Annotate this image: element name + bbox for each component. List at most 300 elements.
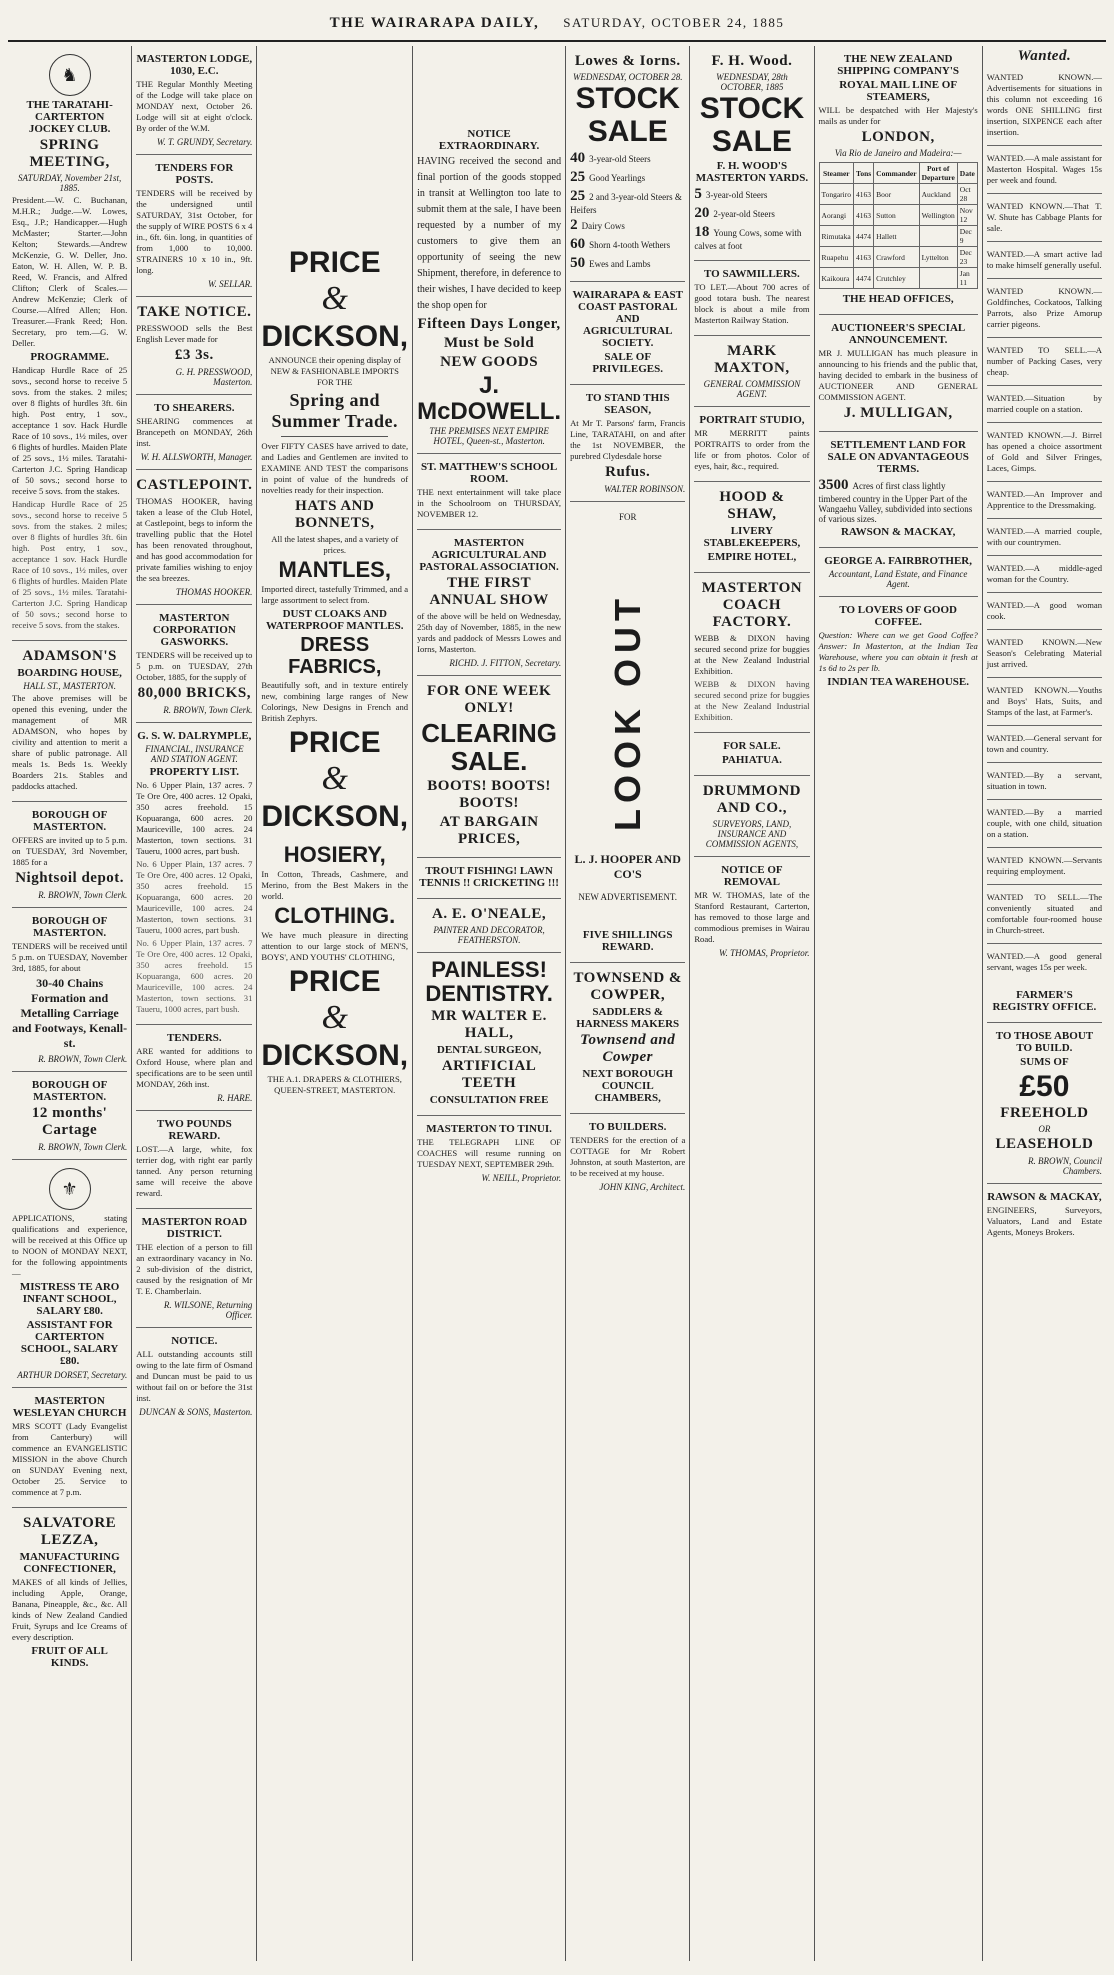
rufus-sig: WALTER ROBINSON. xyxy=(604,484,686,494)
wanted-item: WANTED TO SELL.—A number of Packing Cases, very cheap. xyxy=(987,340,1102,386)
borough-nightsoil-ad xyxy=(12,802,127,908)
head-office: THE HEAD OFFICES, xyxy=(842,293,954,305)
stock-count: 50 xyxy=(570,255,586,271)
removal-title: NOTICE OF REMOVAL xyxy=(721,864,783,888)
ag-sig: RICHD. J. FITTON, Secretary. xyxy=(449,657,562,668)
tinui-ad xyxy=(417,1116,561,1190)
masthead-date: SATURDAY, OCTOBER 24, 1885 xyxy=(563,15,785,30)
column-3 xyxy=(257,46,413,1961)
portrait-title: PORTRAIT STUDIO, xyxy=(699,414,805,426)
take-notice: TAKE NOTICE. xyxy=(137,304,252,320)
maxton-sub: GENERAL COMMISSION AGENT. xyxy=(703,379,801,399)
rufus-name: Rufus. xyxy=(605,464,651,480)
coach-body: WEBB & DIXON having secured second prize for buggies at the New Zealand Industrial Exhibition. xyxy=(694,633,810,676)
castlepoint-title: CASTLEPOINT. xyxy=(136,477,253,493)
masthead xyxy=(8,6,1106,42)
dickson-heading-1: DICKSON, xyxy=(261,319,409,353)
tenders2-sig: R. HARE. xyxy=(217,1093,253,1103)
borough-cartage-ad xyxy=(12,1072,127,1160)
board-sig: R. WILSONE, Returning Officer. xyxy=(163,1300,253,1320)
table-row xyxy=(819,184,977,205)
price-heading-1: PRICE xyxy=(288,246,381,279)
rufus-ad xyxy=(570,385,685,502)
tenders2-body: ARE wanted for additions to Oxford House, where plan and specifications are to be seen until MONDAY, 26th inst. xyxy=(136,1046,253,1089)
ag-show: THE FIRST ANNUAL SHOW xyxy=(429,574,549,608)
mantles-heading: MANTLES, xyxy=(278,556,391,582)
pressw-sig: G. H. PRESSWOOD, Masterton. xyxy=(175,367,253,387)
builders-body: TENDERS for the erection of a COTTAGE for Mr Robert Johnston, at south Masterton, are to be received at my house. xyxy=(570,1135,686,1178)
leasehold: LEASEHOLD xyxy=(995,1136,1094,1152)
clearing-sale-ad xyxy=(417,676,561,858)
shipping-sub: ROYAL MAIL LINE OF STEAMERS, xyxy=(839,79,958,103)
builders-sig: JOHN KING, Architect. xyxy=(599,1182,686,1192)
stock-count: 5 xyxy=(694,186,702,202)
st-matthews-ad xyxy=(417,454,561,530)
townsend-next: NEXT BOROUGH COUNCIL CHAMBERS, xyxy=(582,1068,673,1104)
spring-date: SATURDAY, November 21st, 1885. xyxy=(17,173,122,193)
painless-heading: PAINLESS! DENTISTRY. xyxy=(425,956,553,1007)
hood-shaw-ad xyxy=(694,482,809,573)
sawmill-body: TO LET.—About 700 acres of good totara bush. The nearest block is about a mile from Masterton Railway Station. xyxy=(694,282,810,325)
wanted-heading: Wanted. xyxy=(1017,48,1072,64)
shipping-table xyxy=(819,162,978,289)
wanted-item: WANTED.—By a servant, situation in town. xyxy=(987,765,1102,800)
table-cell: Crawford xyxy=(874,247,919,268)
table-cell: 4163 xyxy=(854,247,874,268)
oneale-ad xyxy=(417,899,561,953)
price-heading-2: PRICE xyxy=(288,725,381,759)
tinui-sig: W. NEILL, Proprietor. xyxy=(481,1173,562,1184)
table-row xyxy=(819,268,977,289)
jockey-title: THE TARATAHI-CARTERTON JOCKEY CLUB. xyxy=(26,99,113,135)
hall-name: MR WALTER E. HALL, xyxy=(431,1008,547,1042)
wanted-item: WANTED KNOWN.—Goldfinches, Cockatoos, Talking Parrots, also Prize Amorup carrier pigeons. xyxy=(987,281,1102,338)
wanted-item: WANTED KNOWN.—Youths and Boys' Hats, Suits, and Stamps of the last, at Farmer's. xyxy=(987,680,1102,726)
wanted-item: WANTED.—A married couple, with our countrymen. xyxy=(987,521,1102,556)
stock-desc: Shorn 4-tooth Wethers xyxy=(589,240,671,250)
drummond-sub: SURVEYORS, LAND, INSURANCE AND COMMISSION AGENTS, xyxy=(705,819,799,849)
build-loan-title: TO THOSE ABOUT TO BUILD. xyxy=(995,1030,1094,1054)
dickson-heading-3: DICKSON, xyxy=(261,1038,409,1072)
via: Via Rio de Janeiro and Madeira:— xyxy=(834,148,962,158)
dalrymple-sub: FINANCIAL, INSURANCE AND STATION AGENT. xyxy=(145,744,244,764)
stock-row xyxy=(570,255,685,272)
table-cell: Wellington xyxy=(919,205,957,226)
stock-desc: Ewes and Lambs xyxy=(589,259,651,269)
property-heading: PROPERTY LIST. xyxy=(149,766,240,778)
dentistry-ad xyxy=(417,953,561,1116)
for-text: FOR xyxy=(618,512,637,522)
table-row xyxy=(819,247,977,268)
adamson-hall: HALL ST., MASTERTON. xyxy=(23,681,116,691)
hood-title: HOOD & SHAW, xyxy=(719,489,785,522)
rawson-name: RAWSON & MACKAY, xyxy=(840,526,956,538)
shearers-body: SHEARING commences at Brancepeth on MONDAY, 26th inst. xyxy=(136,416,253,448)
dust-heading: DUST CLOAKS AND WATERPROOF MANTLES. xyxy=(265,607,404,632)
builders-ad xyxy=(570,1114,685,1199)
wood-title: F. H. Wood. xyxy=(711,53,793,69)
wood-stock-sale: STOCK SALE xyxy=(699,92,805,158)
lodge-body: THE Regular Monthly Meeting of the Lodge will take place on MONDAY next, October 26. Lodge will sit at eight o'clock. By order of the W.M. xyxy=(136,79,253,133)
table-cell: Dec 9 xyxy=(957,226,977,247)
wanted-item: WANTED.—General servant for town and country. xyxy=(987,728,1102,763)
drapers-text: THE A.1. DRAPERS & CLOTHIERS, QUEEN-STREET, MASTERTON. xyxy=(267,1073,402,1095)
notice-title: NOTICE EXTRAORDINARY. xyxy=(438,128,540,152)
coffee-title: TO LOVERS OF GOOD COFFEE. xyxy=(839,604,957,628)
borough2-body: TENDERS will be received until 5 p.m. on TUESDAY, November 3rd, 1885, for about xyxy=(12,941,128,973)
rawson2-title: RAWSON & MACKAY, xyxy=(987,1191,1102,1203)
hats-heading: HATS AND BONNETS, xyxy=(295,497,375,531)
dalrymple-title: G. S. W. DALRYMPLE, xyxy=(137,730,252,742)
wanted-item: WANTED KNOWN.—New Season's Celebrating Material just arrived. xyxy=(987,632,1102,678)
wood-ad xyxy=(694,46,809,261)
wood-stock-list xyxy=(694,186,809,251)
builders-title: TO BUILDERS. xyxy=(588,1121,667,1133)
table-cell: Boor xyxy=(874,184,919,205)
auctioneer-title: AUCTIONEER'S SPECIAL ANNOUNCEMENT. xyxy=(831,322,966,346)
shipping-title: THE NEW ZEALAND SHIPPING COMPANY'S xyxy=(837,53,960,77)
school-applications-ad xyxy=(12,1160,127,1388)
coach-factory-ad xyxy=(694,573,809,733)
mistress-post: MISTRESS TE ARO INFANT SCHOOL, SALARY £80. xyxy=(19,1281,120,1317)
notice-extraordinary-ad xyxy=(417,46,561,454)
applications-body: APPLICATIONS, stating qualifications and experience, will be received at this Office up to NOON of MONDAY NEXT, for the following appointments— xyxy=(12,1213,128,1278)
rawson2-sub: ENGINEERS, Surveyors, Valuators, Land and Estate Agents, Moneys Brokers. xyxy=(986,1205,1103,1237)
lezza-body: MAKES of all kinds of Jellies, including Apple, Orange, Banana, Pineapple, &c., &c. All kinds of New Zealand Candied Fruit, Syrups and Ice Creams of every description. xyxy=(12,1577,128,1642)
adamson-body: The above premises will be opened this evening, under the management of MR ADAMSON, who hopes by civility and attention to merit a share of public patronage. All meals 1s. Beds 1s. Weekly Boarders 21s. Stables and paddocks attached. xyxy=(12,693,128,791)
five-shillings-ad xyxy=(570,922,685,963)
wanted-item: WANTED KNOWN.—That T. W. Shute has Cabbage Plants for sale. xyxy=(987,196,1102,242)
coach-body-cont: WEBB & DIXON having secured second prize for buggies at the New Zealand Industrial Exhibition. xyxy=(694,679,810,722)
bricks-heading: 80,000 BRICKS, xyxy=(137,685,251,701)
boots-heading: BOOTS! BOOTS! BOOTS! xyxy=(427,777,551,811)
auctioneer-body: MR J. MULLIGAN has much pleasure in announcing to his friends and the public that, having decided to embark in the business of AUCTIONEER AND GENERAL COMMISSION AGENT. xyxy=(818,348,978,402)
wanted-item: WANTED.—A middle-aged woman for the Country. xyxy=(987,558,1102,593)
table-header: Tons xyxy=(854,163,874,184)
property-body-cont: No. 6 Upper Plain, 137 acres. 7 Te Ore Ore, 400 acres. 12 Opaki, 350 acres freehold. 15 Kopuaranga, 600 acres. 20 Mauriceville, 100 acres. 24 Masterton, town sections. 31 Taueru, 1000 acres, part bush. xyxy=(136,859,253,935)
stock-row xyxy=(570,236,685,253)
pahiatua-ad xyxy=(694,733,809,776)
wesleyan-title: MASTERTON WESLEYAN CHURCH xyxy=(12,1395,127,1419)
one-week: FOR ONE WEEK ONLY! xyxy=(427,682,552,716)
spring-body: President.—W. C. Buchanan, M.H.R.; Judge.—W. Lowes, Esq., J.P.; Handicapper.—Hugh McMaster; Starter.—John Kelton; Stewards.—Andrew McKenzie, G. W. Deller, Jno. Eaton, W. H. Allen, W. P. B. Reed, W. Francis, and Alfred Clifton; Clerk of Scales.—Andrew McKenzie; Clerk of Course.—Alfred Allen; Hon. Treasurer.—Frank Reed; Hon. Secretary, pro tem.—G. W. Deller. xyxy=(12,195,128,348)
assistant-post: ASSISTANT FOR CARTERTON SCHOOL, SALARY £80. xyxy=(20,1319,119,1367)
dickson-heading-2: DICKSON, xyxy=(261,799,409,833)
wanted-item: WANTED.—By a married couple, with one child, situation on a station. xyxy=(987,802,1102,848)
pressw-price: £3 3s. xyxy=(174,347,214,363)
jockey-club-ad xyxy=(12,46,127,641)
spring-title: SPRING MEETING, xyxy=(29,137,110,170)
hosiery-body: In Cotton, Threads, Cashmere, and Merino, from the Best Makers in the world. xyxy=(261,868,409,901)
adamson-ad xyxy=(12,641,127,802)
privileges-title: WAIRARAPA & EAST COAST PASTORAL AND AGRICULTURAL SOCIETY. xyxy=(572,289,683,349)
wanted-item: WANTED KNOWN.—Servants requiring employment. xyxy=(987,850,1102,885)
coach-title: MASTERTON COACH FACTORY. xyxy=(701,580,803,630)
mantles-body: Imported direct, tastefully Trimmed, and a large assortment to select from. xyxy=(261,583,409,605)
build-loan-ad xyxy=(987,1023,1102,1184)
privileges-sub: SALE OF PRIVILEGES. xyxy=(592,351,663,375)
table-cell: Dec 23 xyxy=(957,247,977,268)
must-be-sold: Must be Sold xyxy=(443,335,535,351)
look-out-text: LOOK OUT xyxy=(606,593,648,831)
horse-crest-icon: ♞ xyxy=(49,54,91,96)
mcdowell-addr: THE PREMISES NEXT EMPIRE HOTEL, Queen-st., Masterton. xyxy=(429,425,549,446)
clothing-body: We have much pleasure in directing attention to our large stock of MEN'S, BOYS', AND YOUTHS' CLOTHING, xyxy=(261,930,409,963)
table-row xyxy=(819,205,977,226)
corp-sig: R. BROWN, Town Clerk. xyxy=(163,705,253,715)
lowes-stock-list xyxy=(570,150,685,272)
shipping-ad xyxy=(819,46,978,315)
tenders-title: TENDERS FOR POSTS. xyxy=(155,162,234,186)
sawmill-title: TO SAWMILLERS. xyxy=(704,268,800,280)
freehold: FREEHOLD xyxy=(1000,1105,1089,1121)
spring-summer: Spring and Summer Trade. xyxy=(271,389,398,431)
corp-title: MASTERTON CORPORATION GASWORKS. xyxy=(152,612,236,648)
education-crest-icon: ⚜ xyxy=(49,1168,91,1210)
table-header: Commander xyxy=(874,163,919,184)
borough2-title: BOROUGH OF MASTERTON. xyxy=(31,915,108,939)
portrait-ad xyxy=(694,407,809,482)
or-text: OR xyxy=(1038,1124,1051,1134)
mulligan-name: J. MULLIGAN, xyxy=(843,405,953,421)
lezza-ad xyxy=(12,1508,127,1678)
table-cell: Nov 12 xyxy=(957,205,977,226)
stock-count: 25 xyxy=(570,188,586,204)
price-heading-3: PRICE xyxy=(288,965,381,999)
mcdowell-name: J. McDOWELL. xyxy=(417,372,562,426)
stock-row xyxy=(694,224,809,251)
trout-heading: TROUT FISHING! LAWN TENNIS !! CRICKETING !!! xyxy=(419,864,559,889)
table-row xyxy=(819,226,977,247)
removal-ad xyxy=(694,857,809,965)
board-body: THE election of a person to fill an extraordinary vacancy in No. 2 sub-division of the district, caused by the resignation of Mr T. E. Chamberlain. xyxy=(136,1242,253,1296)
privileges-ad xyxy=(570,282,685,385)
column-4 xyxy=(413,46,566,1961)
trout-ad xyxy=(417,858,561,899)
table-cell: Oct 28 xyxy=(957,184,977,205)
board-title: MASTERTON ROAD DISTRICT. xyxy=(141,1216,248,1240)
applications-sig: ARTHUR DORSET, Secretary. xyxy=(17,1370,128,1380)
new-ad-text: NEW ADVERTISEMENT. xyxy=(578,892,677,902)
stock-desc: Young Cows, some with calves at foot xyxy=(694,228,802,251)
table-cell: 4163 xyxy=(854,205,874,226)
stock-count: 60 xyxy=(570,236,586,252)
stock-desc: 3-year-old Steers xyxy=(705,190,768,200)
pressw-body: PRESSWOOD sells the Best English Lever made for xyxy=(136,323,253,344)
adamson-sub: BOARDING HOUSE, xyxy=(17,667,122,679)
notice-final-body: ALL outstanding accounts still owing to the late firm of Osmand and Duncan must be paid to us without fail on or before the 31st inst. xyxy=(136,1349,253,1403)
ampersand-3: & xyxy=(321,999,348,1037)
wanted-item: WANTED.—An Improver and Apprentice to the Dressmaking. xyxy=(987,484,1102,519)
table-cell: 4163 xyxy=(854,184,874,205)
clearing-sale: CLEARING SALE. xyxy=(421,717,557,777)
notice-final-title: NOTICE. xyxy=(171,1335,218,1347)
shearers-ad xyxy=(136,395,252,470)
stock-desc: Dairy Cows xyxy=(581,221,625,231)
drummond-title: DRUMMOND AND CO., xyxy=(702,783,801,816)
removal-body: MR W. THOMAS, late of the Stanford Restaurant, Carterton, has removed to those large and commodious premises in Wairau Road. xyxy=(694,890,810,944)
stock-desc: 3-year-old Steers xyxy=(589,154,651,164)
road-district-ad xyxy=(136,1209,252,1328)
column-7 xyxy=(815,46,983,1961)
empire-hotel: EMPIRE HOTEL, xyxy=(707,551,797,563)
wesleyan-ad xyxy=(12,1388,127,1508)
tinui-body: THE TELEGRAPH LINE OF COACHES will resume running on TUESDAY NEXT, SEPTEMBER 29th. xyxy=(417,1137,562,1170)
stock-desc: 2 and 3-year-old Steers & Heifers xyxy=(570,192,682,215)
stock-row xyxy=(570,169,685,186)
borough2-sig: R. BROWN, Town Clerk. xyxy=(38,1054,128,1064)
stock-row xyxy=(570,150,685,167)
table-cell: Aorangi xyxy=(819,205,853,226)
reward-ad xyxy=(136,1111,252,1209)
stock-count: 2 xyxy=(570,217,578,233)
notice-body: HAVING received the second and final portion of the goods stopped in transit at Wellington too late to submit them at the sale, I have been requested by a number of my customers to give them an opportunity of seeing the new Shipment, therefore, in deference to their wishes, I have decided to keep the shop open for xyxy=(417,156,562,311)
tenders-body: TENDERS will be received by the undersigned until SATURDAY, 31st October, for the supply of WIRE POSTS 6 x 4 in., 6ft. 6in. long, in quantities of from 1,000 to 10,000. STRAINERS 10 x 10 in., 9ft. long. xyxy=(136,188,253,275)
five-shillings: FIVE SHILLINGS REWARD. xyxy=(582,929,673,953)
adamson-title: ADAMSON'S xyxy=(22,648,117,664)
table-cell xyxy=(919,226,957,247)
maxton-name: MARK MAXTON, xyxy=(714,343,790,376)
hats-body: All the latest shapes, and a variety of prices. xyxy=(271,533,399,555)
sale-title: FOR SALE. xyxy=(723,740,781,752)
teeth-heading: ARTIFICIAL TEETH xyxy=(441,1058,537,1092)
table-header: Date xyxy=(957,163,977,184)
townsend-ad xyxy=(570,963,685,1114)
dress-body: Beautifully soft, and in texture entirely new, combining large ranges of New Colorings, New Designs in French and British Zephyrs. xyxy=(261,679,409,723)
stmatt-body: THE next entertainment will take place in the Schoolroom on THURSDAY, NOVEMBER 12. xyxy=(417,486,562,519)
portrait-body: MR MERRITT paints PORTRAITS to order from the life or from photos. Color of eyes, hair, &c., required. xyxy=(694,428,810,471)
tenders2-title: TENDERS. xyxy=(166,1032,222,1044)
drummond-ad xyxy=(694,776,809,857)
fairbrother-ad xyxy=(819,548,978,597)
table-cell: 4474 xyxy=(854,226,874,247)
farmers-registry xyxy=(987,982,1102,1023)
acres-number: 3500 xyxy=(818,477,849,493)
stmatt-title: ST. MATTHEW'S SCHOOL ROOM. xyxy=(420,460,558,485)
wood-yards: F. H. WOOD'S MASTERTON YARDS. xyxy=(695,160,809,184)
hooper-name: L. J. HOOPER AND CO'S xyxy=(574,852,681,881)
hosiery-heading: HOSIERY, xyxy=(283,841,386,867)
stock-row xyxy=(570,217,685,234)
stand-title: TO STAND THIS SEASON, xyxy=(585,392,670,416)
newspaper-page xyxy=(8,6,1106,1961)
stock-count: 20 xyxy=(694,205,710,221)
london: LONDON, xyxy=(861,129,935,145)
stock-row xyxy=(570,188,685,215)
borough-chains-ad xyxy=(12,908,127,1072)
ampersand-2: & xyxy=(321,759,348,797)
auctioneer-ad xyxy=(819,315,978,432)
lowes-date: WEDNESDAY, OCTOBER 28. xyxy=(572,72,683,82)
table-cell: Kaikoura xyxy=(819,268,853,289)
coffee-body: Question: Where can we get Good Coffee? Answer: In Masterton, at the Indian Tea Warehouse, where you can obtain it fresh at 1s 6d to 2s per lb. xyxy=(818,630,978,673)
tenders-oxford-ad xyxy=(136,1025,252,1111)
hall-sub: DENTAL SURGEON, xyxy=(436,1044,542,1057)
corp-body: TENDERS will be received up to 5 p.m. on TUESDAY, 27th October, 1885, for the supply of xyxy=(136,650,253,682)
consult-heading: CONSULTATION FREE xyxy=(429,1094,549,1107)
cartage-heading: 12 months' Cartage xyxy=(31,1105,108,1138)
table-cell: Crutchley xyxy=(874,268,919,289)
wanted-item: WANTED KNOWN.—J. Birrel has opened a choice assortment of Gold and Silver Fringes, Laces, Gimps. xyxy=(987,425,1102,482)
stock-count: 40 xyxy=(570,150,586,166)
stock-desc: 2-year-old Steers xyxy=(713,209,775,219)
chains-heading: 30-40 Chains Formation and Metalling Carriage and Footways, Kenall-st. xyxy=(12,976,128,1050)
column-8 xyxy=(983,46,1106,1961)
column-6 xyxy=(690,46,814,1961)
lezza-title: SALVATORE LEZZA, xyxy=(23,1515,117,1548)
borough3-sig: R. BROWN, Town Clerk. xyxy=(38,1142,128,1152)
borough1-title: BOROUGH OF MASTERTON. xyxy=(31,809,108,833)
agricultural-ad xyxy=(417,530,561,676)
fruit-heading: FRUIT OF ALL KINDS. xyxy=(31,1645,108,1669)
notice-final-sig: DUNCAN & SONS, Masterton. xyxy=(139,1407,253,1417)
cases-text: Over FIFTY CASES have arrived to date, and Ladies and Gentlemen are invited to EXAMINE AND TEST the comparisons in point of value of the hundreds of novelties ready for their inspection. xyxy=(261,440,409,495)
wood-date: WEDNESDAY, 28th OCTOBER, 1885 xyxy=(716,72,788,92)
reward-body: LOST.—A large, white, fox terrier dog, with right ear partly tanned. Any person returning same will receive the above reward. xyxy=(136,1144,253,1198)
castlepoint-ad xyxy=(136,470,252,605)
lodge-title: MASTERTON LODGE, 1030, E.C. xyxy=(136,53,253,77)
column-2 xyxy=(132,46,257,1961)
ag-body: of the above will be held on Wednesday, 25th day of November, 1885, in the new yards and paddock of Messrs Lowes and Iorns, Masterton. xyxy=(417,610,562,654)
rawson-mackay-ad xyxy=(987,1184,1102,1247)
shearers-title: TO SHEARERS. xyxy=(154,402,235,414)
borough3-title: BOROUGH OF MASTERTON. xyxy=(31,1079,108,1103)
new-goods: NEW GOODS xyxy=(440,354,539,370)
property-body: No. 6 Upper Plain, 137 acres. 7 Te Ore Ore, 400 acres. 12 Opaki, 350 acres freehold. 15 Kopuaranga, 600 acres. 20 Mauriceville, 100 acres. 24 Masterton, town sections. 31 Taueru, 1000 acres, part bush. xyxy=(136,780,253,856)
nightsoil-heading: Nightsoil depot. xyxy=(15,870,125,886)
columns xyxy=(8,46,1106,1961)
removal-sig: W. THOMAS, Proprietor. xyxy=(718,948,810,958)
wanted-item: WANTED.—Situation by married couple on a station. xyxy=(987,388,1102,423)
sums-of: SUMS OF xyxy=(1020,1056,1069,1068)
castle-sig: THOMAS HOOKER. xyxy=(175,587,253,597)
table-cell: Hallett xyxy=(874,226,919,247)
borough1-sig: R. BROWN, Town Clerk. xyxy=(38,890,128,900)
indian-tea: INDIAN TEA WAREHOUSE. xyxy=(827,676,970,688)
wanted-item: WANTED.—A good woman cook. xyxy=(987,595,1102,630)
dress-heading: DRESS FABRICS, xyxy=(288,633,382,678)
table-cell: Lyttelton xyxy=(919,247,957,268)
tenders-sig: W. SELLAR. xyxy=(207,279,253,289)
gasworks-ad xyxy=(136,605,252,723)
reward-title: TWO POUNDS REWARD. xyxy=(156,1118,232,1142)
wanted-item: WANTED.—A good general servant, wages 15s per week. xyxy=(986,951,1103,972)
fifteen-days: Fifteen Days Longer, xyxy=(417,316,561,332)
settlement-title: SETTLEMENT LAND FOR SALE ON ADVANTAGEOUS TERMS. xyxy=(827,439,969,475)
townsend-cap: Townsend and Cowper xyxy=(580,1032,676,1065)
wanted-item: WANTED.—A male assistant for Masterton Hospital. Wages 15s per week and found. xyxy=(987,148,1102,194)
table-header: Steamer xyxy=(819,163,853,184)
ag-title: MASTERTON AGRICULTURAL AND PASTORAL ASSOCIATION. xyxy=(419,536,559,573)
shearers-sig: W. H. ALLSWORTH, Manager. xyxy=(140,452,253,462)
column-1 xyxy=(8,46,132,1961)
wanted-item: WANTED KNOWN.—Advertisements for situations in this column not exceeding 16 words ONE SHILLING first insertion, SIXPENCE each after insertion. xyxy=(987,67,1102,146)
table-cell: Auckland xyxy=(919,184,957,205)
lowes-iorns-ad xyxy=(570,46,685,282)
lezza-sub: MANUFACTURING CONFECTIONER, xyxy=(19,1551,120,1575)
borough1-body: OFFERS are invited up to 5 p.m. on TUESDAY, 3rd November, 1885 for a xyxy=(12,835,128,867)
build-loan-sig: R. BROWN, Council Chambers. xyxy=(1028,1156,1103,1176)
townsend-title: TOWNSEND & COWPER, xyxy=(573,970,682,1003)
fifty-pounds: £50 xyxy=(1019,1070,1070,1103)
lowes-title: Lowes & Iorns. xyxy=(574,53,681,69)
duncan-notice-ad xyxy=(136,1328,252,1424)
table-cell: Tongariro xyxy=(819,184,853,205)
fairbrother-title: GEORGE A. FAIRBROTHER, xyxy=(824,555,973,567)
pahiatua: PAHIATUA. xyxy=(722,754,782,766)
clothing-heading: CLOTHING. xyxy=(274,902,396,928)
stock-count: 25 xyxy=(570,169,586,185)
